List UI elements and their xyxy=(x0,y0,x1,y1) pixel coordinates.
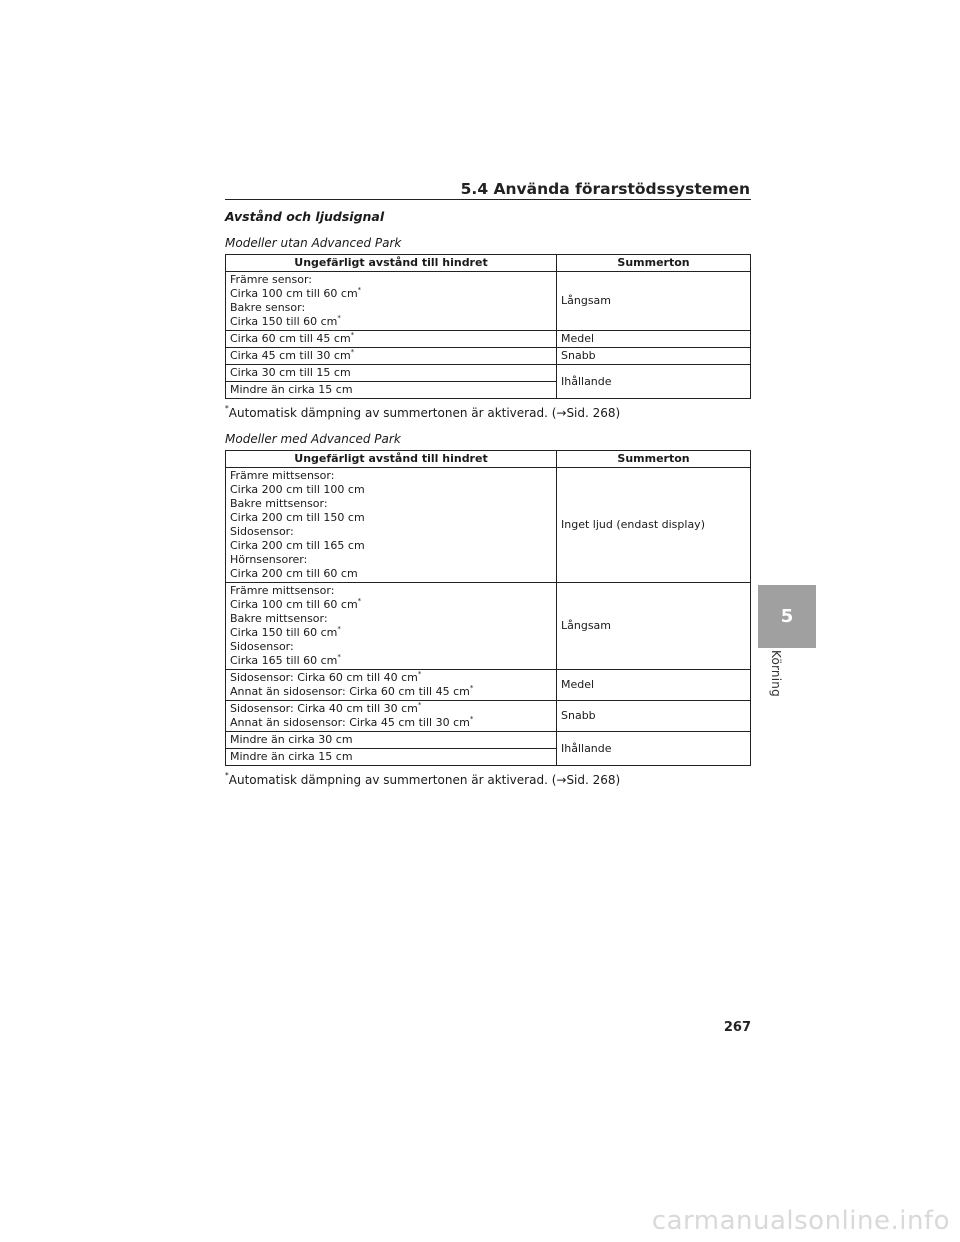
tone-cell: Medel xyxy=(557,670,751,701)
table1-caption: Modeller utan Advanced Park xyxy=(225,236,402,250)
cell-line: Bakre mittsensor: xyxy=(230,497,328,510)
cell-line: Bakre sensor: xyxy=(230,301,306,314)
table-row xyxy=(226,348,751,365)
table-header-row xyxy=(226,255,751,272)
table-row xyxy=(226,468,751,583)
tone-cell: Ihållande xyxy=(557,365,751,399)
distance-cell: Mindre än cirka 15 cm xyxy=(226,749,557,766)
tone-cell: Ihållande xyxy=(557,732,751,766)
table-row xyxy=(226,701,751,732)
distance-cell xyxy=(226,670,557,701)
table-row xyxy=(226,331,751,348)
cell-line: Cirka 100 cm till 60 cm* xyxy=(230,286,362,300)
distance-cell: Cirka 45 cm till 30 cm* xyxy=(226,348,557,365)
cell-line: Cirka 200 cm till 150 cm xyxy=(230,511,365,524)
tone-cell: Långsam xyxy=(557,272,751,331)
distance-cell xyxy=(226,468,557,583)
cell-line: Främre mittsensor: xyxy=(230,584,335,597)
tone-cell: Medel xyxy=(557,331,751,348)
distance-table-with-advanced-park xyxy=(225,450,751,766)
cell-line: Sidosensor: Cirka 60 cm till 40 cm* xyxy=(230,670,422,684)
header-divider xyxy=(225,199,751,200)
cell-line: Cirka 200 cm till 60 cm xyxy=(230,567,358,580)
chapter-tab xyxy=(758,585,816,648)
distance-cell xyxy=(226,701,557,732)
table-row xyxy=(226,365,751,382)
watermark: carmanualsonline.info xyxy=(651,1206,950,1236)
cell-line: Sidosensor: Cirka 40 cm till 30 cm* xyxy=(230,701,422,715)
table-row xyxy=(226,732,751,749)
cell-line: Annat än sidosensor: Cirka 60 cm till 45 cm* xyxy=(230,684,474,698)
table-header-row xyxy=(226,451,751,468)
column-header-distance: Ungefärligt avstånd till hindret xyxy=(226,451,557,468)
distance-cell: Cirka 60 cm till 45 cm* xyxy=(226,331,557,348)
table-row xyxy=(226,670,751,701)
page-content xyxy=(225,209,751,798)
table2-caption: Modeller med Advanced Park xyxy=(225,432,401,446)
cell-line: Främre sensor: xyxy=(230,273,313,286)
tone-cell: Långsam xyxy=(557,583,751,670)
cell-line: Cirka 200 cm till 165 cm xyxy=(230,539,365,552)
footnote: *Automatisk dämpning av summertonen är aktiverad. (→Sid. 268) xyxy=(225,404,621,420)
cell-line: Cirka 150 till 60 cm* xyxy=(230,314,341,328)
distance-cell: Cirka 30 cm till 15 cm xyxy=(226,365,557,382)
section-heading: Avstånd och ljudsignal xyxy=(225,209,385,224)
chapter-number: 5 xyxy=(780,606,794,627)
cell-line: Cirka 165 till 60 cm* xyxy=(230,653,341,667)
column-header-tone: Summerton xyxy=(557,255,751,272)
cell-line: Cirka 100 cm till 60 cm* xyxy=(230,597,362,611)
cell-line: Sidosensor: xyxy=(230,640,294,653)
cell-line: Annat än sidosensor: Cirka 45 cm till 30 cm* xyxy=(230,715,474,729)
cell-line: Hörnsensorer: xyxy=(230,553,308,566)
column-header-tone: Summerton xyxy=(557,451,751,468)
cell-line: Cirka 200 cm till 100 cm xyxy=(230,483,365,496)
tone-cell: Snabb xyxy=(557,701,751,732)
page-number: 267 xyxy=(723,1020,751,1035)
chapter-label: Körning xyxy=(769,650,783,697)
distance-cell: Mindre än cirka 30 cm xyxy=(226,732,557,749)
table-row xyxy=(226,272,751,331)
tone-cell: Inget ljud (endast display) xyxy=(557,468,751,583)
footnote: *Automatisk dämpning av summertonen är aktiverad. (→Sid. 268) xyxy=(225,771,621,787)
distance-cell xyxy=(226,272,557,331)
cell-line: Sidosensor: xyxy=(230,525,294,538)
distance-table-without-advanced-park xyxy=(225,254,751,399)
distance-cell xyxy=(226,583,557,670)
table-row xyxy=(226,583,751,670)
cell-line: Cirka 150 till 60 cm* xyxy=(230,625,341,639)
cell-line: Bakre mittsensor: xyxy=(230,612,328,625)
section-header-title: 5.4 Använda förarstödssystemen xyxy=(460,180,750,198)
tone-cell: Snabb xyxy=(557,348,751,365)
cell-line: Främre mittsensor: xyxy=(230,469,335,482)
column-header-distance: Ungefärligt avstånd till hindret xyxy=(226,255,557,272)
distance-cell: Mindre än cirka 15 cm xyxy=(226,382,557,399)
